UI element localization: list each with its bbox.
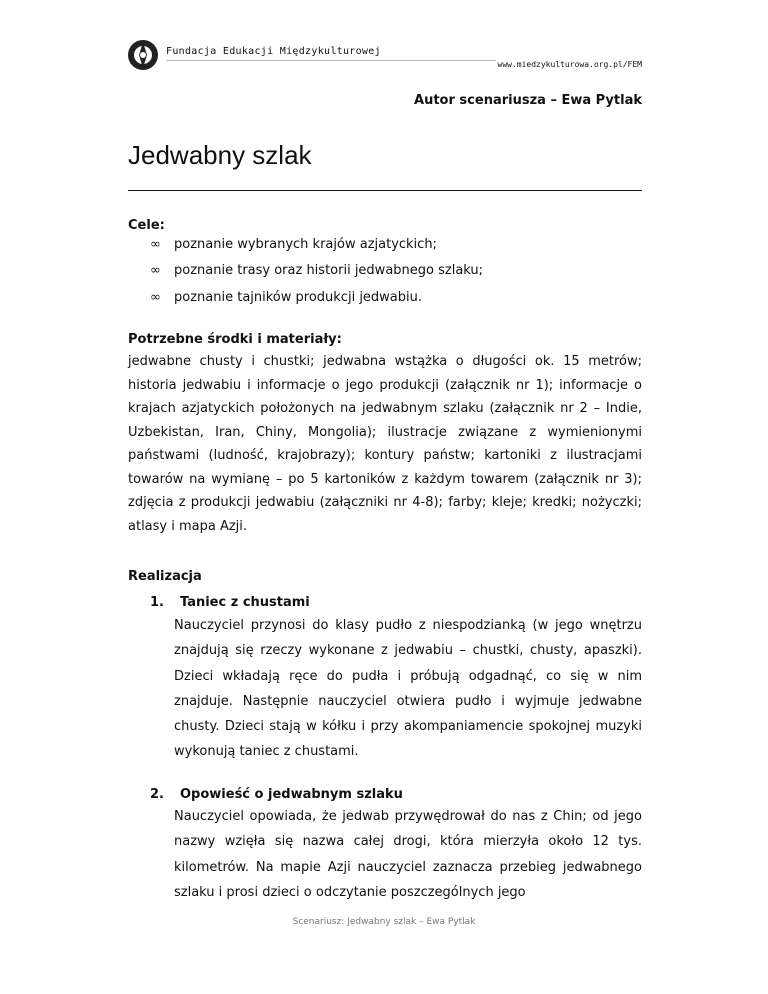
step-text: Nauczyciel opowiada, że jedwab przywędrował do nas z Chin; od jego nazwy wzięła się nazwa całej drogi, która mierzyła około 12 tys. kilometrów. Na mapie Azji nauczyciel zaznacza przebieg jedwabnego szlaku i prosi dzieci o odczytanie poszczególnych jego bbox=[174, 809, 642, 900]
page-footer: Scenariusz: Jedwabny szlak – Ewa Pytlak bbox=[292, 917, 476, 927]
goal-item: ∞ poznanie trasy oraz historii jedwabnego szlaku; bbox=[150, 263, 484, 278]
goal-item: ∞ poznanie wybranych krajów azjatyckich; bbox=[150, 237, 437, 252]
step-title: Opowieść o jedwabnym szlaku bbox=[180, 787, 403, 802]
organization-name: Fundacja Edukacji Międzykulturowej bbox=[166, 46, 381, 57]
infinity-bullet-icon: ∞ bbox=[150, 263, 161, 278]
step-title: Taniec z chustami bbox=[180, 595, 310, 610]
materials-text: jedwabne chusty i chustki; jedwabna wstążka o długości ok. 15 metrów; historia jedwabiu i informacje o jego produkcji (załącznik nr 1); informacje o krajach azjatyckich położonych na jedwabnym szlaku (załącznik nr 2 – Indie, Uzbekistan, Iran, Chiny, Mongolia); ilustracje związane z wymienionymi państwami (ludność, krajobrazy); kontury państw; kartoniki z ilustracjami towarów na wymianę – po 5 kartoników z każdym towarem (załącznik nr 3); zdjęcia z produkcji jedwabiu (załączniki nr 4-8); farby; kleje; kredki; nożyczki; atlasy i mapa Azji. bbox=[128, 354, 642, 534]
step-text: Nauczyciel przynosi do klasy pudło z niespodzianką (w jego wnętrzu znajdują się rzeczy wykonane z jedwabiu – chustki, chusty, apaszki). Dzieci wkładają ręce do pudła i próbują odgadnąć, co się w nim znajduje. Następnie nauczyciel otwiera pudło i wyjmuje jedwabne chusty. Dzieci stają w kółku i przy akompaniamencie spokojnej muzyki wykonują taniec z chustami. bbox=[174, 618, 642, 760]
goal-item: ∞ poznanie tajników produkcji jedwabiu. bbox=[150, 290, 423, 305]
step-number: 2. bbox=[150, 787, 164, 802]
title-underline bbox=[128, 190, 642, 191]
foundation-logo bbox=[126, 38, 160, 72]
materials-heading: Potrzebne środki i materiały: bbox=[128, 332, 342, 347]
infinity-bullet-icon: ∞ bbox=[150, 290, 161, 305]
step-number: 1. bbox=[150, 595, 164, 610]
goals-heading: Cele: bbox=[128, 218, 165, 233]
author-line: Autor scenariusza – Ewa Pytlak bbox=[414, 93, 642, 108]
page-header bbox=[126, 38, 642, 72]
realization-heading: Realizacja bbox=[128, 569, 202, 584]
infinity-bullet-icon: ∞ bbox=[150, 237, 161, 252]
website-link[interactable]: www.miedzykulturowa.org.pl/FEM bbox=[497, 60, 642, 69]
header-rule bbox=[166, 60, 496, 61]
page-title: Jedwabny szlak bbox=[128, 140, 312, 170]
